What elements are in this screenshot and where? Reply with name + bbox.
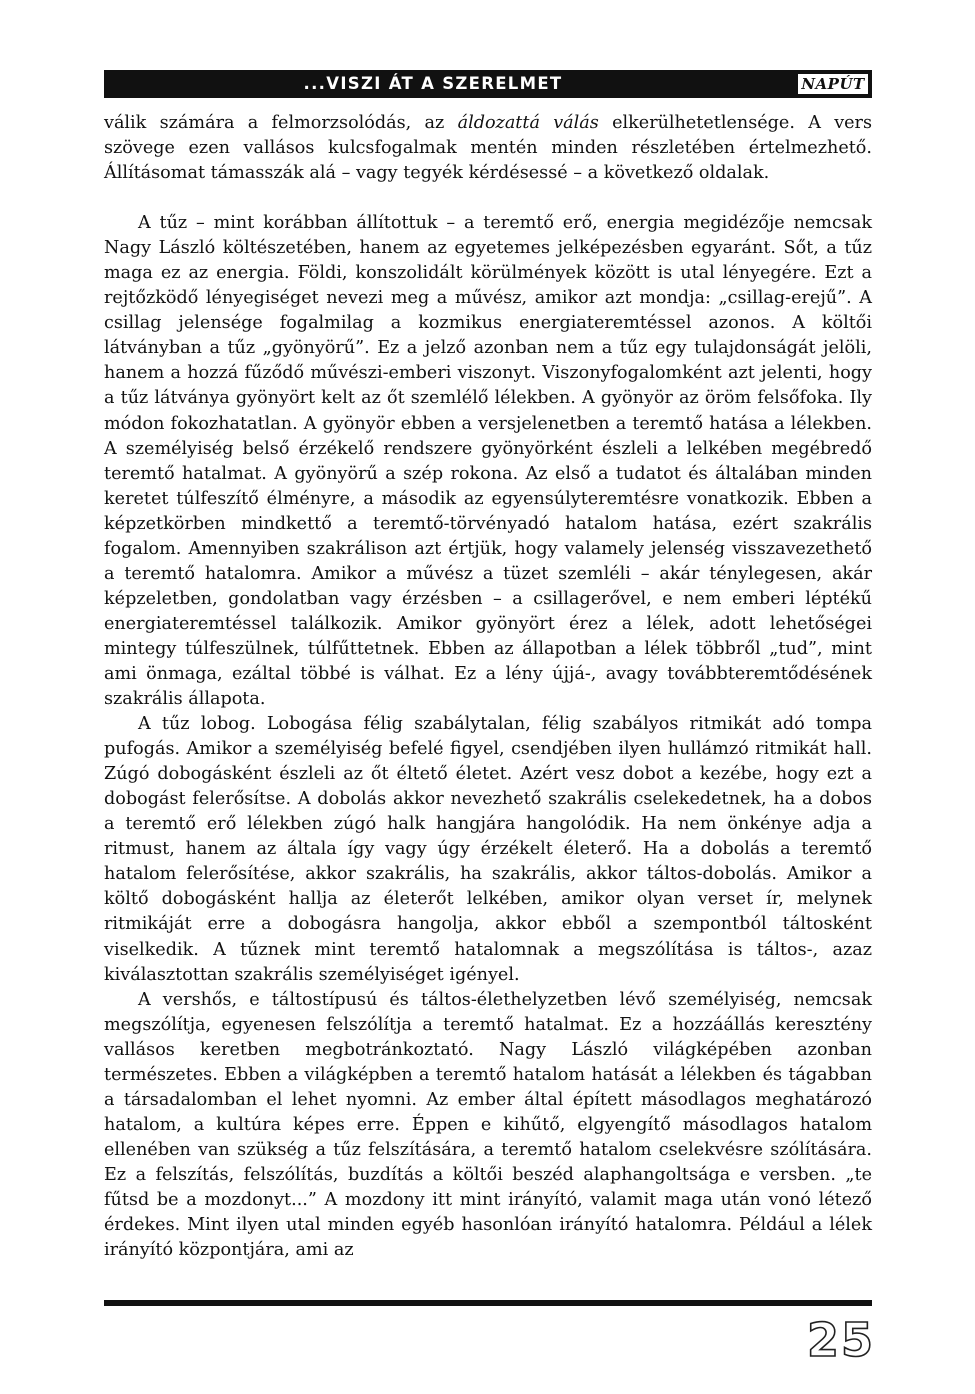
paragraph-4: A vershős, e táltostípusú és táltos-élethelyzetben lévő személyiség, nemcsak megszólítja, egyenesen felszólítja a teremtő hatalmat. Ez a hozzáállás keresztény vallásos keretben megbotránkoztató. Nagy László világképében azonban természetes. Ebben a világképben a teremtő hatalom hatását a lélekben és tágabban a társadalomban el lehet nyomni. Az ember által épített másodlagos meghatározó hatalom, a kultúra képes erre. Éppen e kihűtő, elgyengítő másodlagos hatalom ellenében van szükség a tűz felszítására, a teremtő hatalom cselekvésre szólítására. Ez a felszítás, felszólítás, buzdítás a költői beszéd alaphangoltsága e versben. „te fűtsd be a mozdonyt...” A mozdony itt mint irányító, valamit maga után vonó létező érdekes. Mint ilyen utal minden egyéb hasonlóan irányító hatalomra. Például a lélek irányító központjára, ami az: [104, 989, 872, 1261]
emphasized-phrase: áldozattá válás: [457, 113, 599, 133]
article-body: [104, 111, 872, 1263]
running-header: [104, 70, 872, 98]
page-number: 25: [806, 1313, 875, 1367]
paragraph-1: válik számára a felmorzsolódás, az áldozattá válás elkerülhetetlensége. A vers szövege ezen vallásos kulcsfogalmak mentén minden részletében értelmezhető. Állításomat támasszák alá – vagy tegyék kérdésessé – a következő oldalak.: [104, 113, 872, 184]
running-header-title: ...VISZI ÁT A SZERELMET: [303, 74, 563, 93]
paragraph-3: A tűz lobog. Lobogása félig szabálytalan, félig szabályos ritmikát adó tompa pufogás. Amikor a személyiség befelé figyel, csendjében ilyen hullámzó ritmikát hall. Zúgó dobogásként észleli az őt éltető életet. Azért vesz dobot a kezébe, hogy ezt a dobogást felerősítse. A dobolás akkor nevezhető szakrális cselekedetnek, ha a dobos a teremtő erő lélekben zúgó halk hangjára hangolódik. Ha nem önkénye adja a ritmust, hanem az általa így vagy úgy érzékelt életerő. Ha a dobolás a teremtő hatalom felerősítése, akkor szakrális, ha szakrális, akkor táltos-dobolás. Amikor a költő dobogásként hallja az életerőt lelkében, amikor olyan verset ír, melynek ritmikáját erre a dobogásra hangolja, akkor ebből a szempontból táltosként viselkedik. A tűznek mint teremtő hatalomnak a megszólítása is táltos-, azaz kiválasztottan szakrális személyiséget igényel.: [104, 714, 872, 985]
naput-logo: NAPÚT: [798, 74, 868, 94]
paragraph-2: A tűz – mint korábban állítottuk – a teremtő erő, energia megidézője nemcsak Nagy László költészetében, hanem az egyetemes jelképezésben egyaránt. Sőt, a tűz maga ez az energia. Földi, konszolidált körülmények között is utal lényegére. Ezt a rejtőzködő lényegiséget nevezi meg a művész, amikor azt mondja: „csillag-erejű”. A csillag jelensége fogalmilag a kozmikus energiateremtéssel azonos. A költői látványban a tűz „gyönyörű”. Ez a jelző azonban nem a tűz egy tulajdonságát jelöli, hanem a hozzá fűződő művészi-emberi viszonyt. Viszonyfogalomként azt jelenti, hogy a tűz látványa gyönyört kelt az őt szemlélő lélekben. A gyönyör az öröm felsőfoka. Ily módon fokozhatatlan. A gyönyör ebben a versjelenetben a teremtő hatása a lélekben. A személyiség belső érzékelő rendszere gyönyörként észleli a lelkében megébredő teremtő hatalmat. A gyönyörű a szép rokona. Az első a tudatot és általában minden keretet túlfeszítő élményre, a második az egyensúlyteremtésre vonatkozik. Ebben a képzetkörben mindkettő a teremtő-törvényadó hatalom hatása, ezért szakrális fogalom. Amennyiben szakrálison azt értjük, hogy valamely jelenség visszavezethető a teremtő hatalomra. Amikor a művész a tüzet szemléli – akár ténylegesen, akár képzeletben, gondolatban vagy érzésben – a csillagerővel, e nem emberi léptékű energiateremtéssel találkozik. Amikor gyönyört érez a lélek, adott lehetőségei mintegy túlfeszülnek, túlfűttetnek. Ebben az állapotban a lélek többről „tud”, mint ami önmaga, ezáltal többé is válhat. Ez a lény újjá-, avagy továbbteremtődésének szakrális állapota.: [104, 213, 872, 710]
footer-rule: [104, 1300, 872, 1306]
